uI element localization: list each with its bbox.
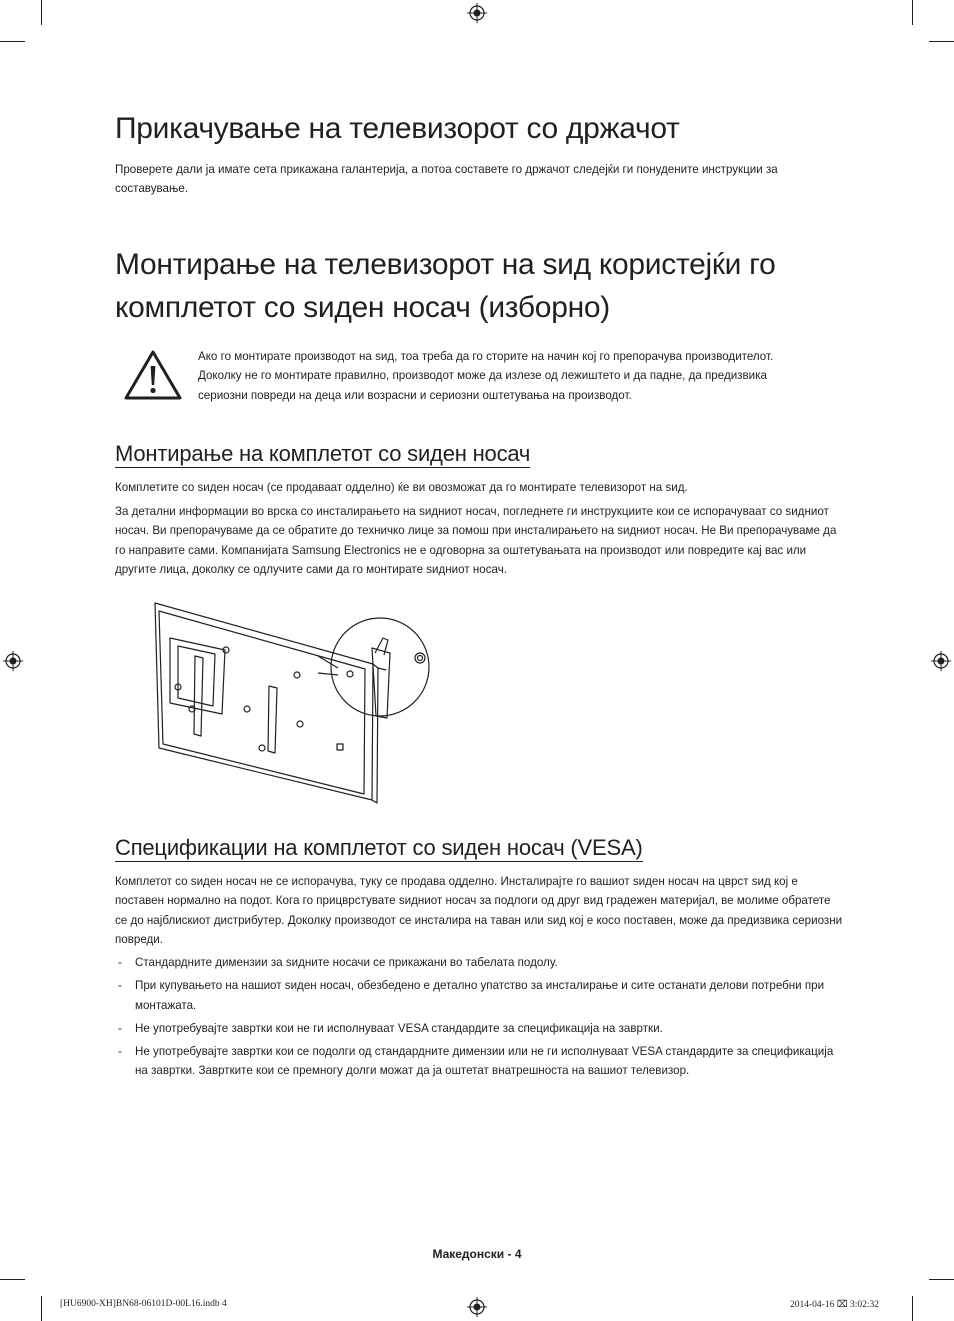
kit-section-title (115, 441, 530, 467)
list-item: - Стандардните димензии за ѕидните носачи се прикажани во табелата подолу. (115, 953, 843, 972)
warning-text: Ако го монтирате производот на ѕид, тоа треба да го сторите на начин кој го препорачува производителот. Доколку не го монтирате правилно, производот може да излезе од лежиштето и да падне, да предизвика сериозни повреди на деца или возрасни и сериозни оштетувања на производот. (198, 350, 774, 402)
mount-title-line1: Монтирање на телевизорот на ѕид користејќи го (115, 248, 776, 281)
crop-mark (0, 1279, 25, 1280)
crop-mark (912, 1296, 913, 1321)
crop-mark (0, 41, 25, 42)
kit-paragraph-2: За детални информации во врска со инсталирањето на ѕидниот носач, погледнете ги инструкциите кои се испорачуваат со ѕидниот носач. Ви препорачуваме да се обратите до техничко лице за помош при инсталирањето на ѕидниот носач. Не Ви препорачуваме да го направите сами. Компанијата Samsung Electronics не е одговорна за оштетувањата на производот или повредите кај вас или другите лица, доколку се одлучите сами да го монтирате ѕидниот носач. (115, 505, 837, 576)
list-item: - Не употребувајте завртки кои се подолги од стандардните димензии или не ги исполнуваат VESA стандардите за спецификација на завртки. Завртките кои се премногу долги можат да ја оштетат внатрешноста на вашиот телевизор. (115, 1042, 843, 1081)
registration-mark-icon (467, 3, 487, 23)
footer-date: 2014-04-16 ⌧ 3:02:32 (790, 1300, 880, 1310)
registration-mark-icon (931, 651, 951, 671)
registration-mark-icon (3, 651, 23, 671)
registration-mark-icon (467, 1297, 487, 1317)
list-item: - При купувањето на нашиот ѕиден носач, обезбедено е детално упатство за инсталирање и сите останати делови потребни при монтажата. (115, 976, 843, 1015)
crop-mark (929, 1279, 954, 1280)
vesa-paragraph: Комплетот со ѕиден носач не се испорачува, туку се продава одделно. Инсталирајте го вашиот ѕиден носач на цврст ѕид кој е поставен нормално на подот. Кога го прицврстувате ѕидниот носач за подлоги од друг вид градежен материјал, ве молиме обратете се до најблискиот дистрибутер. Доколку производот се инсталира на таван или ѕид кој е косо поставен, може да предизвика сериозни повреди. (115, 875, 843, 946)
vesa-list (115, 953, 843, 1085)
kit-paragraph-1: Комплетите со ѕиден носач (се продаваат одделно) ќе ви овозможат да го монтирате телевизорот на ѕид. (115, 481, 688, 494)
crop-mark (41, 1296, 42, 1321)
wall-mount-illustration (150, 598, 440, 808)
warning-triangle-icon (123, 349, 183, 401)
list-item: - Не употребувајте завртки кои не ги исполнуваат VESA стандардите за спецификација на завртки. (115, 1019, 843, 1038)
mount-title-line2: комплетот со ѕиден носач (изборно) (115, 291, 610, 324)
intro-paragraph: Проверете дали ја имате сета прикажана галантерија, а потоа составете го држачот следејќи ги понудените инструкции за составување. (115, 163, 778, 196)
kit-section-title-text: Монтирање на комплетот со ѕиден носач (115, 441, 531, 466)
crop-mark (912, 0, 913, 25)
page-number (0, 1247, 954, 1261)
page-label: Македонски - (432, 1247, 515, 1261)
vesa-section-title (115, 835, 643, 861)
page-number-value: 4 (514, 1247, 522, 1261)
crop-mark (41, 0, 42, 25)
page-title: Прикачување на телевизорот со држачот (115, 112, 680, 145)
crop-mark (929, 41, 954, 42)
footer-file: [HU6900-XH]BN68-06101D-00L16.indb 4 (60, 1299, 227, 1309)
vesa-section-title-text: Спецификации на комплетот со ѕиден носач (VESA) (115, 835, 643, 860)
